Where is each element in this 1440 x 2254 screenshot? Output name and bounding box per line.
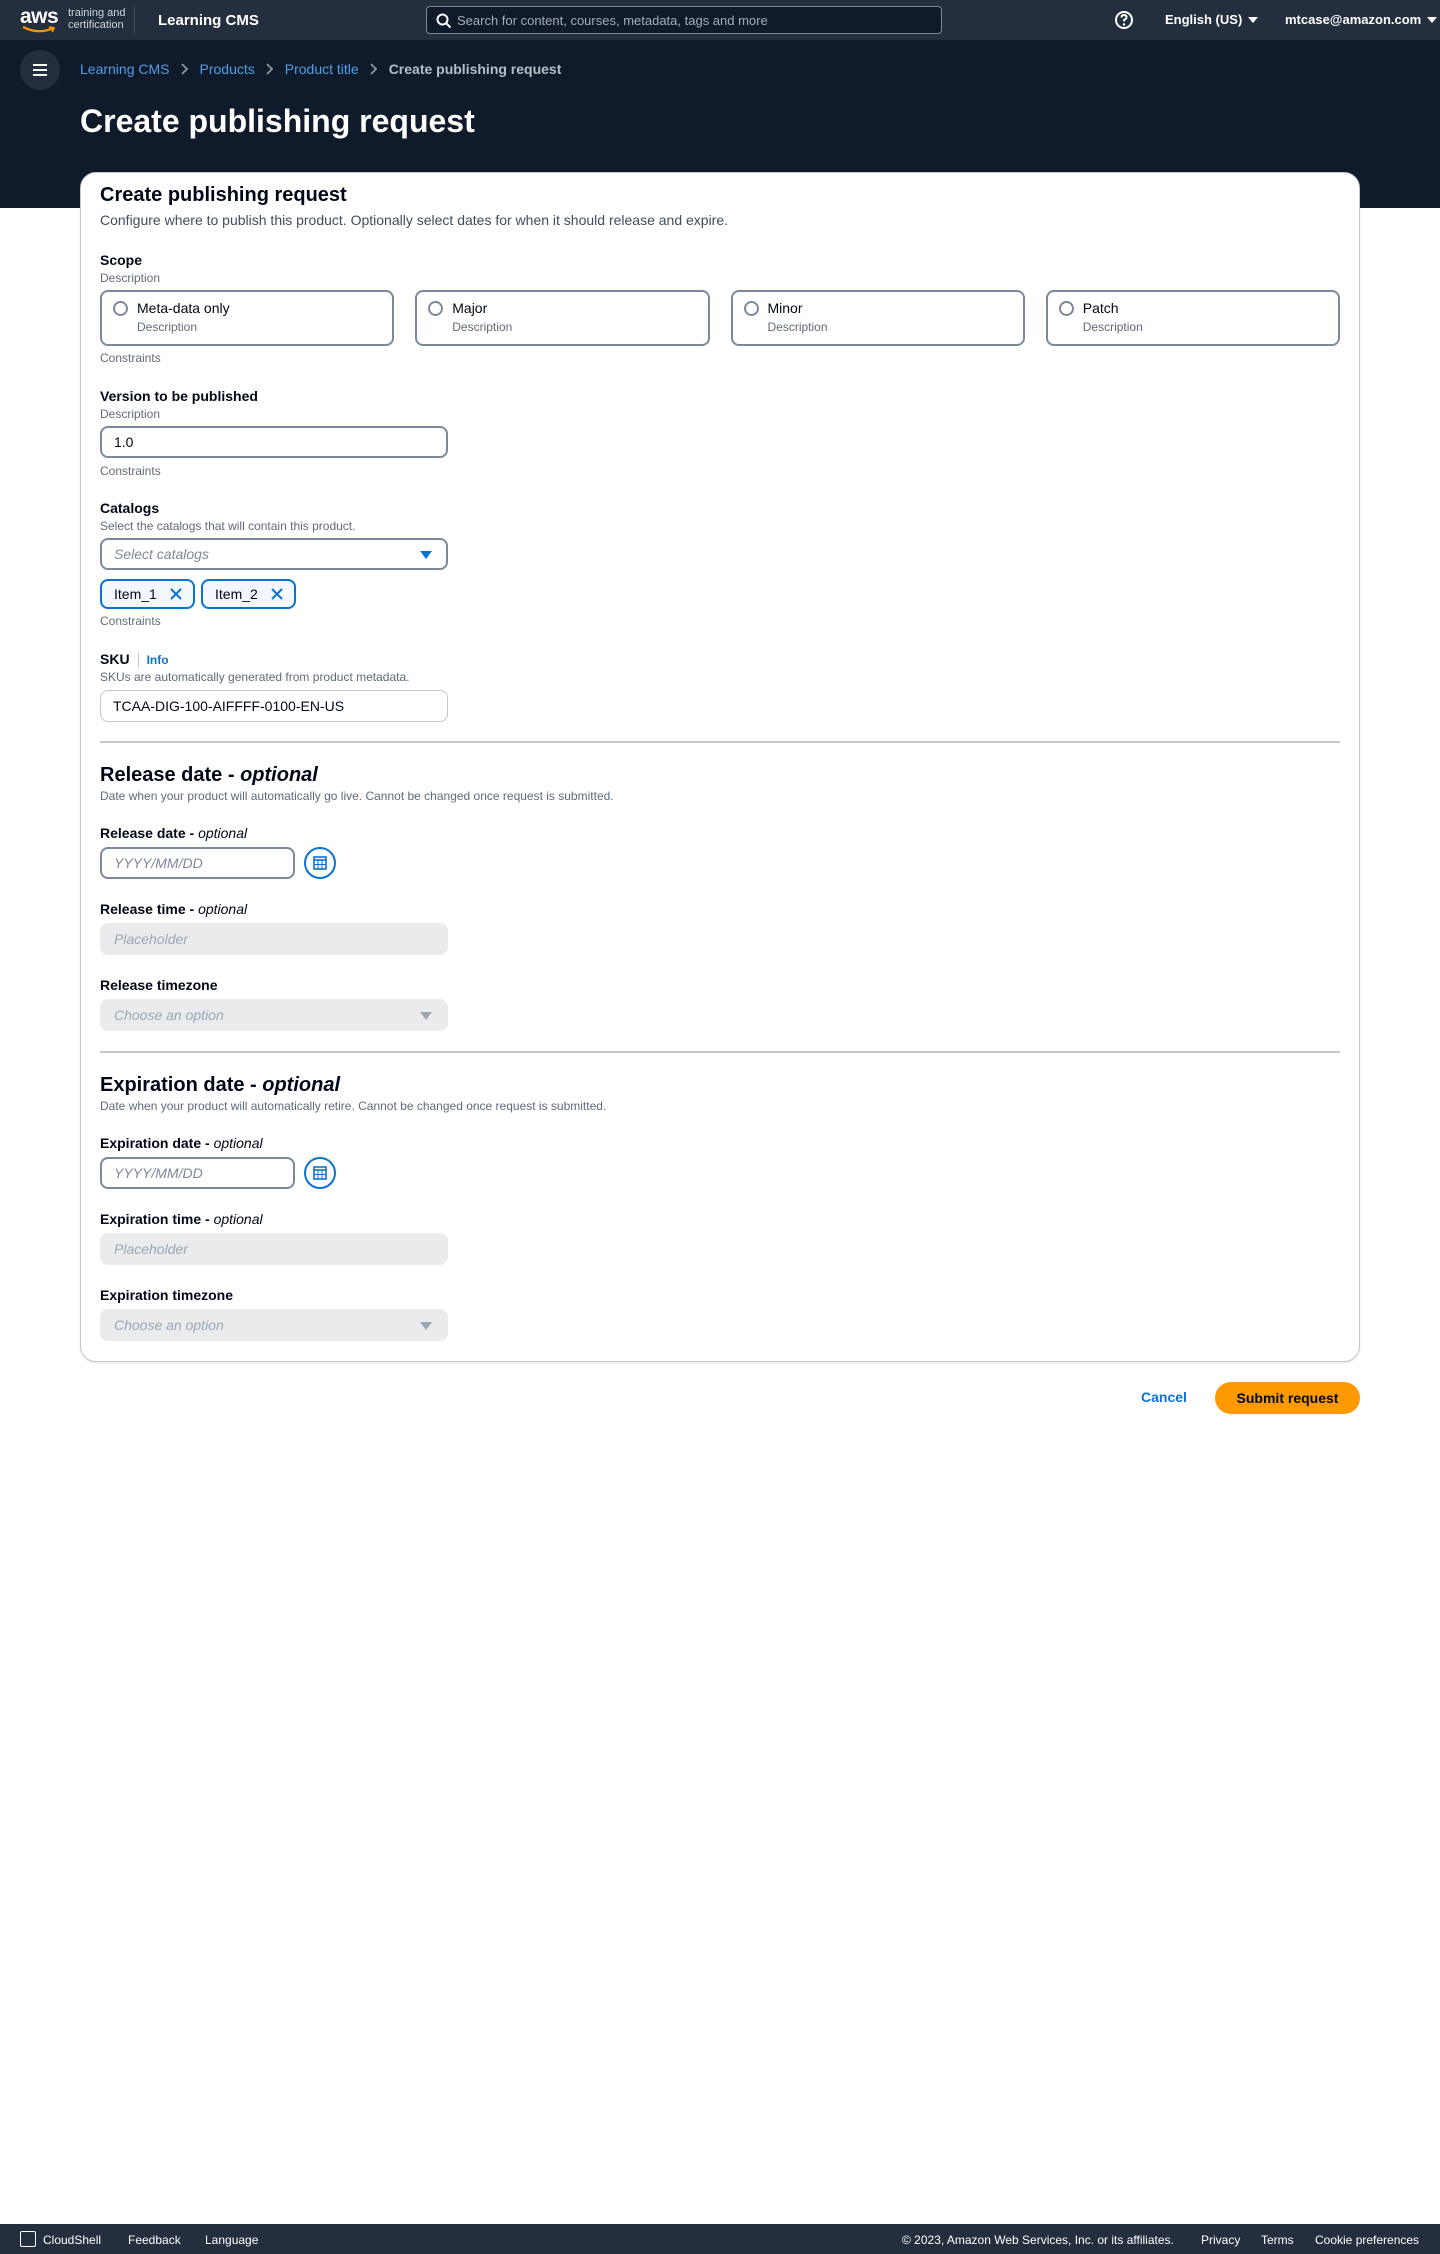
language-label: English (US) (1165, 12, 1243, 27)
expiration-timezone-label: Expiration timezone (100, 1287, 234, 1303)
catalog-token-item-2 (201, 579, 296, 609)
scope-tile-patch[interactable] (1046, 290, 1340, 346)
scope-tile-major[interactable] (415, 290, 709, 346)
token-label: Item_1 (114, 586, 157, 602)
chevron-right-icon (180, 63, 190, 75)
help-icon[interactable] (1114, 10, 1134, 30)
language-selector[interactable] (1165, 12, 1258, 27)
caret-down-icon (420, 1322, 432, 1330)
chevron-right-icon (265, 63, 275, 75)
release-section-description: Date when your product will automatically go live. Cannot be changed once request is submitted. (100, 789, 614, 803)
release-date-input[interactable]: YYYY/MM/DD (100, 847, 295, 879)
top-navigation (0, 0, 1440, 40)
search-placeholder: Search for content, courses, metadata, tags and more (457, 12, 768, 28)
expiration-timezone-select[interactable] (100, 1309, 448, 1341)
calendar-icon (313, 856, 327, 870)
divider (138, 653, 139, 667)
search-icon (436, 13, 452, 29)
scope-option-label: Minor (767, 300, 803, 316)
token-label: Item_2 (215, 586, 258, 602)
catalog-token-item-1 (100, 579, 195, 609)
cloudshell-link[interactable]: CloudShell (43, 2233, 102, 2247)
scope-tiles (100, 290, 1340, 346)
user-menu[interactable] (1285, 12, 1437, 27)
catalogs-description: Select the catalogs that will contain this product. (100, 519, 356, 533)
terms-link[interactable]: Terms (1261, 2233, 1294, 2247)
section-divider (100, 741, 1340, 743)
form-title: Create publishing request (100, 184, 347, 206)
logo-subtitle: training and certification (68, 7, 126, 31)
sku-label-row (100, 651, 169, 669)
caret-down-icon (420, 1012, 432, 1020)
radio-button[interactable] (113, 301, 128, 316)
expiration-time-input[interactable]: Placeholder (100, 1233, 448, 1265)
feedback-link[interactable]: Feedback (128, 2233, 181, 2247)
scope-option-description: Description (767, 320, 828, 334)
chevron-right-icon (369, 63, 379, 75)
breadcrumb-products[interactable]: Products (199, 61, 255, 77)
search-input[interactable] (426, 6, 942, 34)
select-placeholder: Choose an option (114, 1007, 224, 1023)
scope-option-description: Description (452, 320, 513, 334)
version-constraints: Constraints (100, 464, 161, 478)
release-timezone-select[interactable] (100, 999, 448, 1031)
scope-label: Scope (100, 252, 143, 268)
scope-option-label: Patch (1082, 300, 1119, 316)
select-placeholder: Choose an option (114, 1317, 224, 1333)
app-title[interactable]: Learning CMS (158, 12, 259, 29)
copyright-text: © 2023, Amazon Web Services, Inc. or its affiliates. (902, 2233, 1174, 2247)
version-label: Version to be published (100, 388, 258, 404)
radio-button[interactable] (1059, 301, 1074, 316)
calendar-icon (313, 1166, 327, 1180)
breadcrumb-learning-cms[interactable]: Learning CMS (80, 61, 170, 77)
catalogs-constraints: Constraints (100, 614, 161, 628)
catalogs-label: Catalogs (100, 500, 160, 516)
scope-tile-minor[interactable] (731, 290, 1025, 346)
close-icon[interactable] (169, 587, 183, 601)
expiration-time-label: Expiration time - optional (100, 1211, 263, 1227)
version-input[interactable]: 1.0 (100, 426, 448, 458)
release-time-input[interactable]: Placeholder (100, 923, 448, 955)
sku-field[interactable]: TCAA-DIG-100-AIFFFF-0100-EN-US (100, 690, 448, 722)
expiration-section-description: Date when your product will automatically retire. Cannot be changed once request is submitted. (100, 1099, 607, 1113)
scope-option-label: Major (452, 300, 488, 316)
release-time-label: Release time - optional (100, 901, 248, 917)
caret-down-icon (420, 551, 432, 559)
caret-down-icon (1248, 17, 1258, 23)
aws-smile-icon (22, 26, 56, 34)
scope-constraints: Constraints (100, 351, 161, 365)
breadcrumb-current: Create publishing request (388, 61, 562, 77)
aws-training-logo[interactable] (20, 4, 128, 36)
scope-option-description: Description (137, 320, 198, 334)
logo-divider (134, 6, 135, 34)
hamburger-icon (32, 63, 48, 77)
expiration-date-input[interactable]: YYYY/MM/DD (100, 1157, 295, 1189)
scope-description: Description (100, 271, 161, 285)
console-footer (0, 2224, 1440, 2254)
scope-tile-metadata-only[interactable] (100, 290, 394, 346)
side-nav-toggle-button[interactable] (20, 50, 60, 90)
radio-button[interactable] (744, 301, 759, 316)
section-divider (100, 1051, 1340, 1053)
release-section-title: Release date - optional (100, 764, 318, 786)
breadcrumb-product-title[interactable]: Product title (284, 61, 359, 77)
submit-request-button[interactable]: Submit request (1215, 1382, 1360, 1414)
cookie-preferences-link[interactable]: Cookie preferences (1315, 2233, 1420, 2247)
radio-button[interactable] (428, 301, 443, 316)
sku-description: SKUs are automatically generated from product metadata. (100, 670, 410, 684)
expiration-section-title: Expiration date - optional (100, 1074, 341, 1096)
release-date-label: Release date - optional (100, 825, 248, 841)
sku-label: SKU (100, 651, 130, 667)
release-timezone-label: Release timezone (100, 977, 218, 993)
info-link[interactable]: Info (146, 653, 169, 667)
page-title: Create publishing request (80, 103, 475, 139)
caret-down-icon (1427, 17, 1437, 23)
language-link[interactable]: Language (205, 2233, 259, 2247)
scope-option-description: Description (1082, 320, 1143, 334)
catalogs-multiselect[interactable] (100, 538, 448, 570)
expiration-calendar-button[interactable] (304, 1157, 336, 1189)
expiration-date-label: Expiration date - optional (100, 1135, 263, 1151)
release-calendar-button[interactable] (304, 847, 336, 879)
breadcrumb (80, 61, 561, 77)
cancel-button[interactable]: Cancel (1141, 1389, 1187, 1405)
form-description: Configure where to publish this product. Optionally select dates for when it should release and expire. (100, 212, 729, 228)
privacy-link[interactable]: Privacy (1201, 2233, 1241, 2247)
scope-option-label: Meta-data only (137, 300, 230, 316)
close-icon[interactable] (270, 587, 284, 601)
user-email: mtcase@amazon.com (1285, 12, 1422, 27)
cloudshell-icon (20, 2231, 36, 2247)
logo-text: aws (20, 5, 59, 28)
version-description: Description (100, 407, 161, 421)
catalogs-placeholder: Select catalogs (114, 546, 209, 562)
